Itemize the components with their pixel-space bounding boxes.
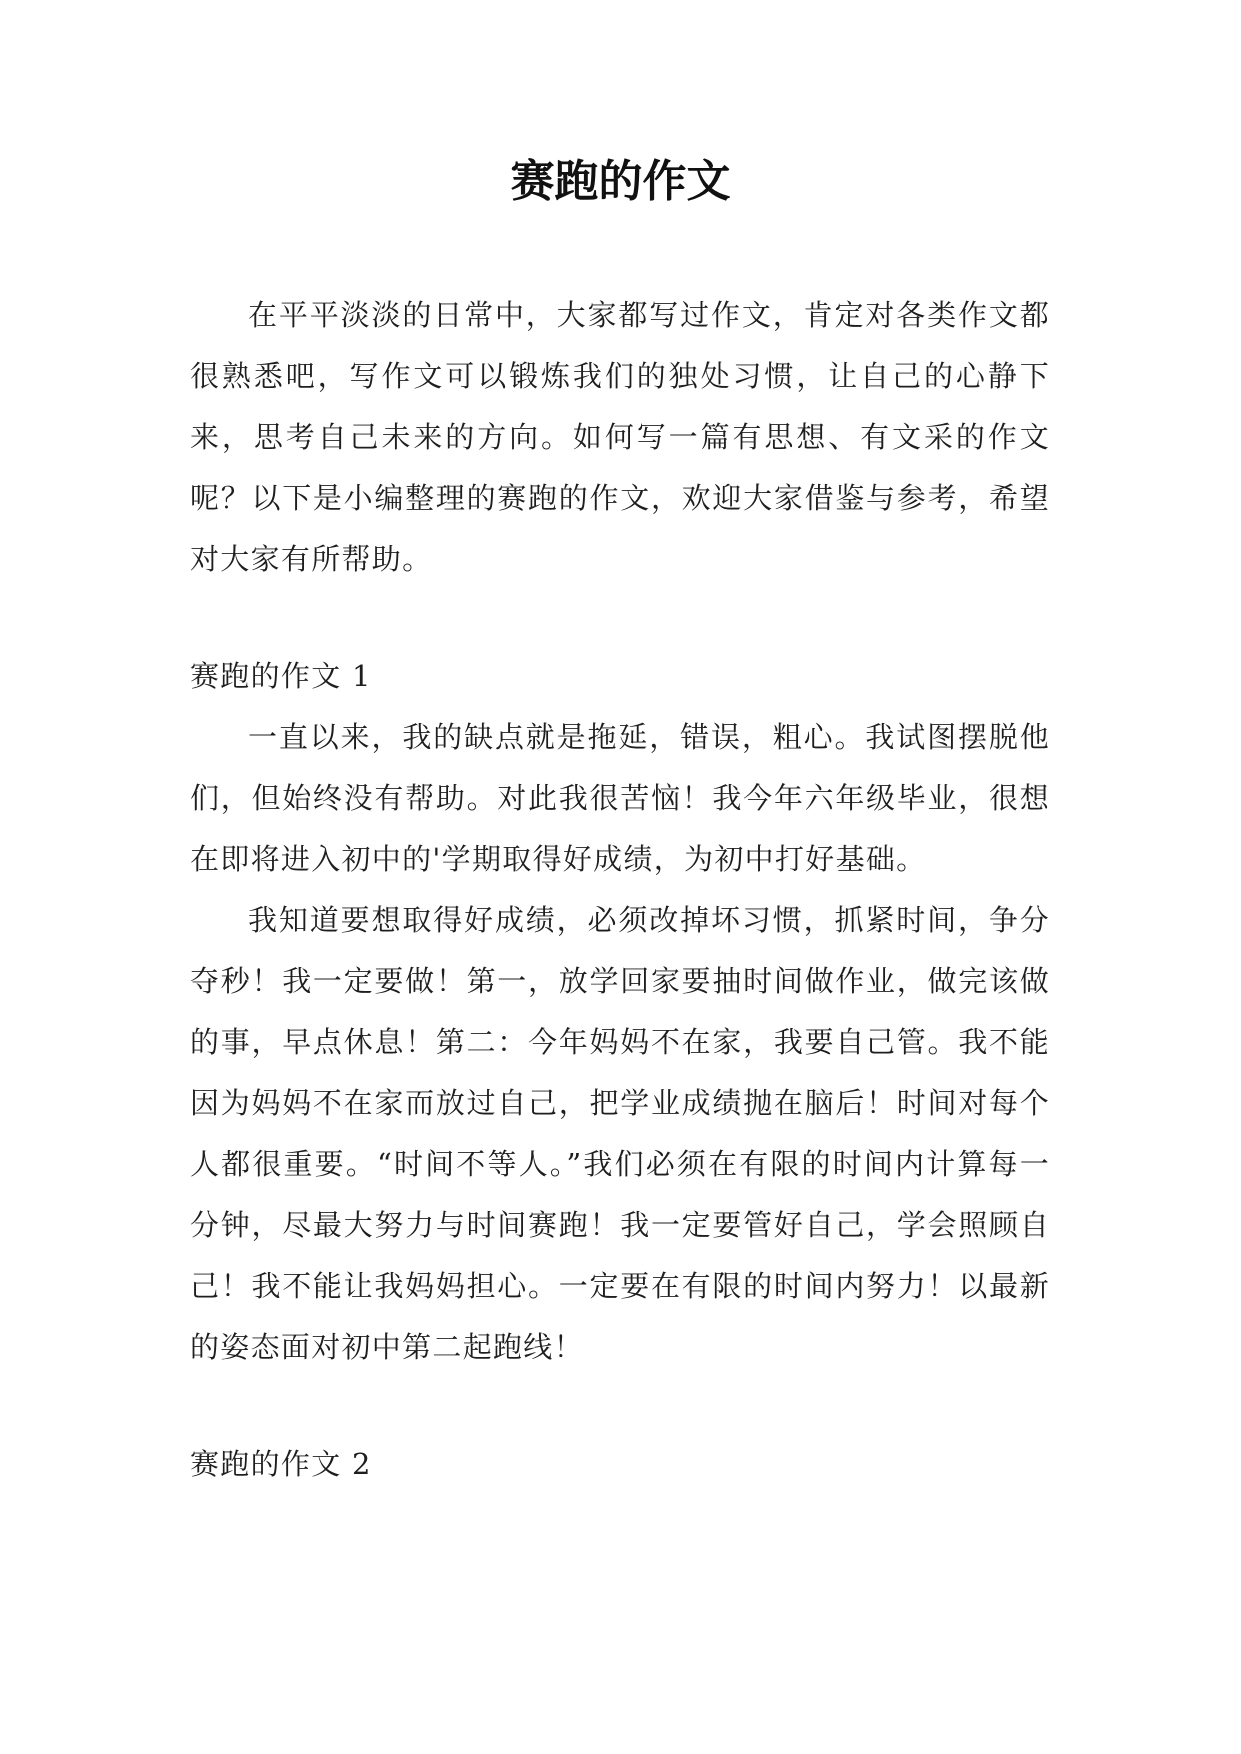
section-spacer bbox=[190, 590, 1050, 646]
document-title: 赛跑的作文 bbox=[510, 156, 731, 207]
section-heading: 赛跑的作文 2 bbox=[190, 1447, 372, 1481]
section-spacer bbox=[190, 1378, 1050, 1434]
document-body bbox=[190, 285, 1050, 1495]
section-paragraph: 一直以来，我的缺点就是拖延，错误，粗心。我试图摆脱他们，但始终没有帮助。对此我很苦恼！我今年六年级毕业，很想在即将进入初中的'学期取得好成绩，为初中打好基础。 bbox=[190, 720, 1050, 876]
intro-paragraph: 在平平淡淡的日常中，大家都写过作文，肯定对各类作文都很熟悉吧，写作文可以锻炼我们的独处习惯，让自己的心静下来，思考自己未来的方向。如何写一篇有思想、有文采的作文呢？以下是小编整理的赛跑的作文，欢迎大家借鉴与参考，希望对大家有所帮助。 bbox=[190, 298, 1050, 576]
section-heading: 赛跑的作文 1 bbox=[190, 659, 372, 693]
section-2 bbox=[190, 1434, 1050, 1495]
section-paragraph: 我知道要想取得好成绩，必须改掉坏习惯，抓紧时间，争分夺秒！我一定要做！第一，放学回家要抽时间做作业，做完该做的事，早点休息！第二：今年妈妈不在家，我要自己管。我不能因为妈妈不在家而放过自己，把学业成绩抛在脑后！时间对每个人都很重要。“时间不等人。”我们必须在有限的时间内计算每一分钟，尽最大努力与时间赛跑！我一定要管好自己，学会照顾自己！我不能让我妈妈担心。一定要在有限的时间内努力！以最新的姿态面对初中第二起跑线！ bbox=[190, 903, 1050, 1364]
section-1 bbox=[190, 646, 1050, 1378]
